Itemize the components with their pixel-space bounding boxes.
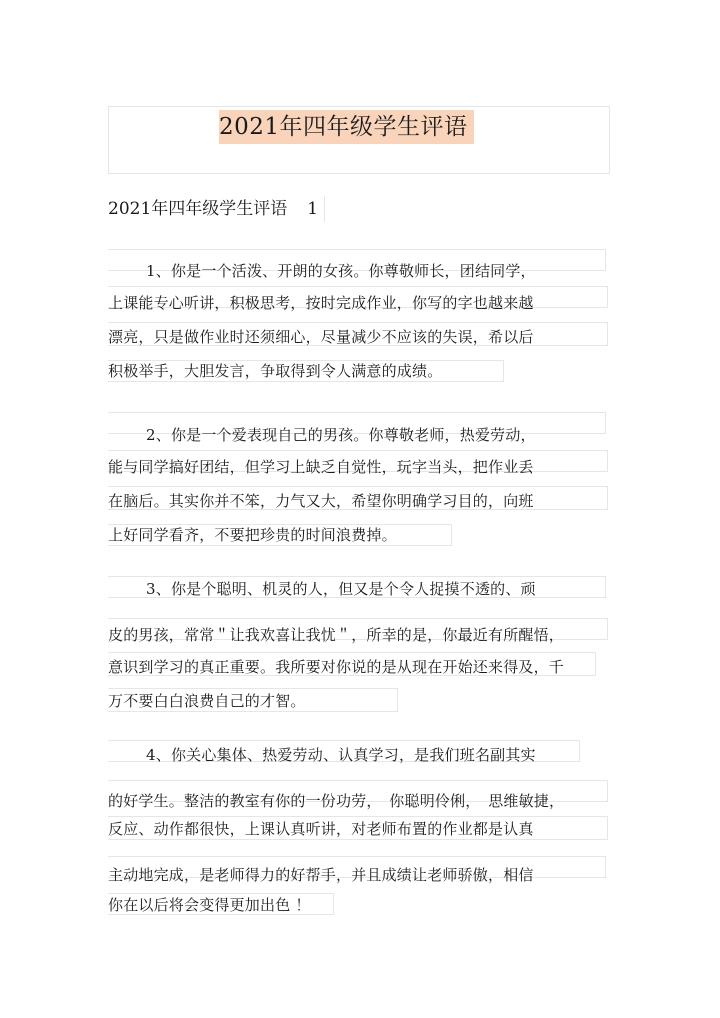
paragraph-4-line-3: 反应、动作都很快，上课认真听讲，对老师布置的作业都是认真 [108, 820, 534, 838]
paragraph-1-line-1: 1、你是一个活泼、开朗的女孩。你尊敬师长，团结同学， [146, 262, 536, 280]
section-heading-number: 1 [307, 199, 319, 219]
paragraph-1-line-2: 上课能专心听讲，积极思考，按时完成作业，你写的字也越来越 [108, 294, 534, 312]
paragraph-3-line-4: 万不要白白浪费自己的才智。 [108, 692, 306, 710]
paragraph-3-line-3: 意识到学习的真正重要。我所要对你说的是从现在开始还来得及，千 [108, 658, 565, 676]
paragraph-2-line-2: 能与同学搞好团结，但学习上缺乏自觉性，玩字当头，把作业丢 [108, 458, 534, 476]
paragraph-4-line-2: 的好学生。整洁的教室有你的一份功劳， 你聪明伶俐， 思维敏捷， [108, 792, 565, 810]
document-title: 2021年四年级学生评语 [219, 110, 474, 144]
section-heading [108, 196, 325, 222]
paragraph-1-line-4: 积极举手，大胆发言，争取得到令人满意的成绩。 [108, 362, 443, 380]
section-heading-text: 2021年四年级学生评语 [108, 199, 288, 219]
paragraph-2-line-3: 在脑后。其实你并不笨，力气又大，希望你明确学习目的，向班 [108, 492, 534, 510]
paragraph-2-line-1: 2、你是一个爱表现自己的男孩。你尊敬老师，热爱劳动， [146, 426, 536, 444]
paragraph-2-line-4: 上好同学看齐，不要把珍贵的时间浪费掉。 [108, 526, 397, 544]
paragraph-1-line-3: 漂亮，只是做作业时还须细心，尽量减少不应该的失误，希以后 [108, 328, 534, 346]
paragraph-4-line-5: 你在以后将会变得更加出色 ！ [108, 896, 311, 914]
paragraph-4-line-1: 4、你关心集体、热爱劳动、认真学习，是我们班名副其实 [146, 746, 536, 764]
paragraph-3-line-2: 皮的男孩，常常＂让我欢喜让我忧＂，所幸的是，你最近有所醒悟， [108, 626, 565, 644]
paragraph-3-line-1: 3、你是个聪明、机灵的人，但又是个令人捉摸不透的、顽 [146, 580, 536, 598]
paragraph-4-line-4: 主动地完成，是老师得力的好帮手，并且成绩让老师骄傲，相信 [108, 866, 534, 884]
